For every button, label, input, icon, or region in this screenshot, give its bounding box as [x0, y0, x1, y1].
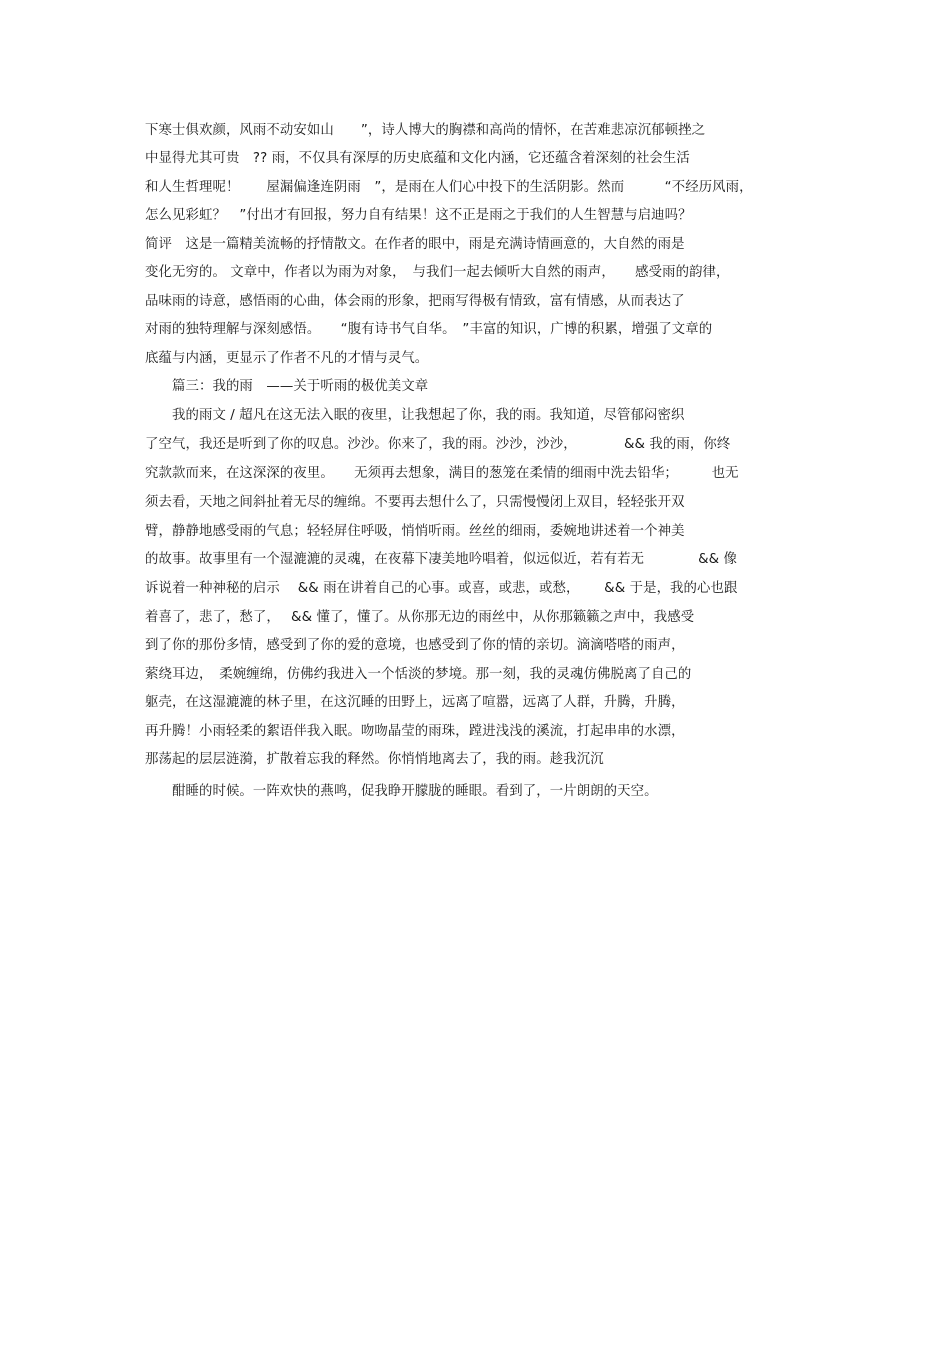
text-line: 臂，静静地感受雨的气息；轻轻屏住呼吸，悄悄听雨。丝丝的细雨，委婉地讲述着一个神美 [145, 524, 685, 539]
text-line: 须去看，天地之间斜扯着无尽的缠绵。不要再去想什么了，只需慢慢闭上双目，轻轻张开双 [145, 495, 685, 510]
text-line: 下寒士俱欢颜，风雨不动安如山 ”，诗人博大的胸襟和高尚的情怀，在苦难悲凉沉郁顿挫之 [145, 123, 706, 138]
section-heading: 篇三：我的雨 ——关于听雨的极优美文章 [145, 379, 429, 394]
text-line: 着喜了，悲了，愁了， && 懂了，懂了。从你那无边的雨丝中，从你那籁籁之声中，我感受 [145, 610, 695, 625]
text-line: 怎么见彩虹？ ”付出才有回报，努力自有结果！这不正是雨之于我们的人生智慧与启迪吗？ [145, 208, 692, 223]
text-line: 萦绕耳边， 柔婉缠绵，仿佛约我进入一个恬淡的梦境。那一刻，我的灵魂仿佛脱离了自己的 [145, 667, 692, 682]
text-line: 对雨的独特理解与深刻感悟。 “腹有诗书气自华。 ”丰富的知识，广博的积累，增强了文章的 [145, 322, 713, 337]
text-line: 和人生哲理呢！ 屋漏偏逢连阴雨 ”，是雨在人们心中投下的生活阴影。然而 “不经历风雨， [145, 180, 753, 195]
text-line: 酣睡的时候。一阵欢快的燕鸣，促我睁开朦胧的睡眼。看到了，一片朗朗的天空。 [145, 784, 658, 799]
text-line: 底蕴与内涵，更显示了作者不凡的才情与灵气。 [145, 351, 429, 366]
text-line: 我的雨文 / 超凡在这无法入眠的夜里，让我想起了你，我的雨。我知道，尽管郁闷密织 [145, 408, 685, 423]
text-line: 变化无穷的。 文章中，作者以为雨为对象， 与我们一起去倾听大自然的雨声， 感受雨的韵律， [145, 265, 730, 280]
text-line: 的故事。故事里有一个湿漉漉的灵魂，在夜幕下凄美地吟唱着，似远似近，若有若无 && 像 [145, 552, 738, 567]
text-line: 了空气，我还是听到了你的叹息。沙沙。你来了，我的雨。沙沙，沙沙， && 我的雨，你终 [145, 437, 731, 452]
text-line: 那荡起的层层涟漪，扩散着忘我的释然。你悄悄地离去了，我的雨。趁我沉沉 [145, 752, 604, 767]
text-line: 中显得尤其可贵 ?? 雨，不仅具有深厚的历史底蕴和文化内涵，它还蕴含着深刻的社会生活 [145, 151, 690, 166]
text-line: 再升腾！小雨轻柔的絮语伴我入眠。吻吻晶莹的雨珠，蹚进浅浅的溪流，打起串串的水漂， [145, 724, 685, 739]
text-line: 究款款而来，在这深深的夜里。 无须再去想象，满目的葱笼在柔情的细雨中洗去铅华； 也无 [145, 466, 739, 481]
text-line: 躯壳，在这湿漉漉的林子里，在这沉睡的田野上，远离了喧嚣，远离了人群，升腾，升腾， [145, 695, 685, 710]
text-line: 简评 这是一篇精美流畅的抒情散文。在作者的眼中，雨是充满诗情画意的，大自然的雨是 [145, 237, 685, 252]
text-line: 到了你的那份多情，感受到了你的爱的意境，也感受到了你的情的亲切。滴滴嗒嗒的雨声， [145, 638, 685, 653]
text-line: 诉说着一种神秘的启示 && 雨在讲着自己的心事。或喜，或悲，或愁， && 于是，我的心也跟 [145, 581, 738, 596]
text-line: 品味雨的诗意，感悟雨的心曲，体会雨的形象，把雨写得极有情致，富有情感，从而表达了 [145, 294, 685, 309]
